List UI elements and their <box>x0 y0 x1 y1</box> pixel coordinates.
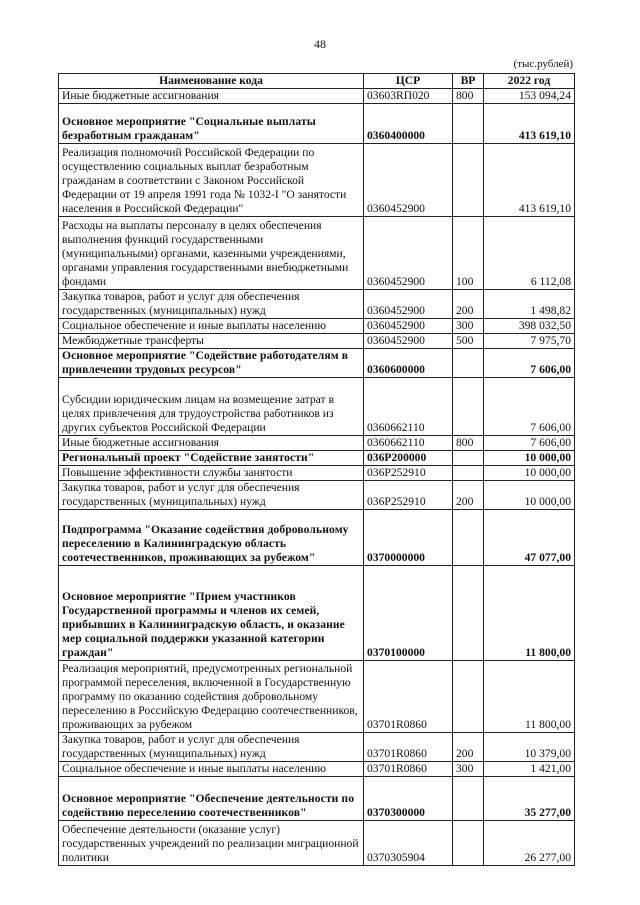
table-row <box>59 762 575 777</box>
row-vr-cell <box>453 777 484 821</box>
row-name-cell: Субсидии юридическим лицам на возмещение затрат в целях привлечения для трудоустройства работников из других субъектов Российской Федерации <box>59 378 364 436</box>
row-csr-cell: 0370305904 <box>364 821 453 866</box>
row-csr-cell: 036P200000 <box>364 451 453 466</box>
page-number: 48 <box>314 37 326 51</box>
row-csr-cell: 03701R0860 <box>364 661 453 733</box>
row-vr-cell: 300 <box>453 762 484 777</box>
row-csr-cell: 0360662110 <box>364 378 453 436</box>
table-row <box>59 217 575 290</box>
table-header-row <box>59 74 575 89</box>
row-csr-cell: 0360662110 <box>364 436 453 451</box>
row-name-cell: Основное мероприятие "Обеспечение деятельности по содействию переселению соотечественников" <box>59 777 364 821</box>
budget-table <box>58 73 575 866</box>
row-vr-cell: 300 <box>453 319 484 334</box>
row-amount-cell: 10 000,00 <box>484 466 575 481</box>
table-row <box>59 319 575 334</box>
row-vr-cell <box>453 510 484 566</box>
table-row <box>59 510 575 566</box>
header-vr: ВР <box>453 74 484 89</box>
table-row <box>59 334 575 349</box>
row-vr-cell: 200 <box>453 481 484 510</box>
row-vr-cell: 800 <box>453 436 484 451</box>
row-csr-cell: 0360452900 <box>364 217 453 290</box>
row-amount-cell: 47 077,00 <box>484 510 575 566</box>
row-name-cell: Реализация мероприятий, предусмотренных региональной программой переселения, включенной в Государственную программу по оказанию содействия добровольному переселению в Российскую Федерацию соотечественников, проживающих за рубежом <box>59 661 364 733</box>
row-csr-cell: 0360400000 <box>364 104 453 144</box>
row-vr-cell <box>453 466 484 481</box>
row-amount-cell: 10 000,00 <box>484 451 575 466</box>
row-amount-cell: 7 606,00 <box>484 378 575 436</box>
table-row <box>59 466 575 481</box>
row-name-cell: Социальное обеспечение и иные выплаты населению <box>59 319 364 334</box>
table-row <box>59 290 575 319</box>
row-name-cell: Обеспечение деятельности (оказание услуг) государственных учреждений по реализации миграционной политики <box>59 821 364 866</box>
row-name-cell: Социальное обеспечение и иные выплаты населению <box>59 762 364 777</box>
row-amount-cell: 7 975,70 <box>484 334 575 349</box>
table-row <box>59 378 575 436</box>
row-amount-cell: 153 094,24 <box>484 89 575 104</box>
row-vr-cell <box>453 566 484 661</box>
row-amount-cell: 35 277,00 <box>484 777 575 821</box>
row-name-cell: Региональный проект "Содействие занятости" <box>59 451 364 466</box>
row-vr-cell: 500 <box>453 334 484 349</box>
table-row <box>59 733 575 762</box>
row-csr-cell: 036P252910 <box>364 466 453 481</box>
table-row <box>59 661 575 733</box>
row-vr-cell: 200 <box>453 290 484 319</box>
row-name-cell: Реализация полномочий Российской Федерации по осуществлению социальных выплат безработным гражданам в соответствии с Законом Российской Федерации от 19 апреля 1991 года № 1032-I "О занятости населения в Российской Федерации" <box>59 144 364 217</box>
row-vr-cell <box>453 451 484 466</box>
row-csr-cell: 0360452900 <box>364 144 453 217</box>
units-label: (тыс.рублей) <box>513 58 573 70</box>
row-amount-cell: 398 032,50 <box>484 319 575 334</box>
row-vr-cell <box>453 661 484 733</box>
row-name-cell: Межбюджетные трансферты <box>59 334 364 349</box>
row-amount-cell: 1 498,82 <box>484 290 575 319</box>
row-name-cell: Основное мероприятие "Социальные выплаты безработным гражданам" <box>59 104 364 144</box>
row-name-cell: Подпрограмма "Оказание содействия добровольному переселению в Калининградскую область соотечественников, проживающих за рубежом" <box>59 510 364 566</box>
row-amount-cell: 26 277,00 <box>484 821 575 866</box>
row-amount-cell: 7 606,00 <box>484 349 575 378</box>
table-row <box>59 451 575 466</box>
row-amount-cell: 10 000,00 <box>484 481 575 510</box>
header-year: 2022 год <box>484 74 575 89</box>
row-name-cell: Иные бюджетные ассигнования <box>59 89 364 104</box>
row-vr-cell <box>453 144 484 217</box>
row-name-cell: Закупка товаров, работ и услуг для обеспечения государственных (муниципальных) нужд <box>59 733 364 762</box>
row-amount-cell: 11 800,00 <box>484 661 575 733</box>
row-name-cell: Иные бюджетные ассигнования <box>59 436 364 451</box>
row-name-cell: Основное мероприятие "Прием участников Государственной программы и членов их семей, прибывших в Калининградскую область, и оказание мер социальной поддержки указанной категории граждан" <box>59 566 364 661</box>
row-name-cell: Закупка товаров, работ и услуг для обеспечения государственных (муниципальных) нужд <box>59 290 364 319</box>
table-row <box>59 481 575 510</box>
table-row <box>59 436 575 451</box>
row-csr-cell: 0370100000 <box>364 566 453 661</box>
row-vr-cell: 200 <box>453 733 484 762</box>
row-vr-cell: 800 <box>453 89 484 104</box>
row-name-cell: Расходы на выплаты персоналу в целях обеспечения выполнения функций государственными (муниципальными) органами, казенными учреждениями, органами управления государственными внебюджетными фондами <box>59 217 364 290</box>
row-csr-cell: 0370000000 <box>364 510 453 566</box>
row-amount-cell: 7 606,00 <box>484 436 575 451</box>
header-name: Наименование кода <box>59 74 364 89</box>
table-row <box>59 566 575 661</box>
row-csr-cell: 0360600000 <box>364 349 453 378</box>
row-name-cell: Основное мероприятие "Содействие работодателям в привлечении трудовых ресурсов" <box>59 349 364 378</box>
row-name-cell: Закупка товаров, работ и услуг для обеспечения государственных (муниципальных) нужд <box>59 481 364 510</box>
row-name-cell: Повышение эффективности службы занятости <box>59 466 364 481</box>
row-amount-cell: 413 619,10 <box>484 104 575 144</box>
table-row <box>59 821 575 866</box>
row-amount-cell: 10 379,00 <box>484 733 575 762</box>
header-csr: ЦСР <box>364 74 453 89</box>
row-vr-cell: 100 <box>453 217 484 290</box>
row-csr-cell: 0360452900 <box>364 334 453 349</box>
row-vr-cell <box>453 378 484 436</box>
row-amount-cell: 1 421,00 <box>484 762 575 777</box>
table-row <box>59 144 575 217</box>
row-amount-cell: 11 800,00 <box>484 566 575 661</box>
row-csr-cell: 03603RП020 <box>364 89 453 104</box>
table-body <box>59 89 575 866</box>
row-csr-cell: 036P252910 <box>364 481 453 510</box>
table-row <box>59 89 575 104</box>
row-vr-cell <box>453 104 484 144</box>
table-row <box>59 104 575 144</box>
row-csr-cell: 0360452900 <box>364 319 453 334</box>
row-amount-cell: 413 619,10 <box>484 144 575 217</box>
row-csr-cell: 0370300000 <box>364 777 453 821</box>
row-csr-cell: 03701R0860 <box>364 733 453 762</box>
row-vr-cell <box>453 349 484 378</box>
row-amount-cell: 6 112,08 <box>484 217 575 290</box>
row-csr-cell: 03701R0860 <box>364 762 453 777</box>
row-csr-cell: 0360452900 <box>364 290 453 319</box>
table-row <box>59 777 575 821</box>
table-row <box>59 349 575 378</box>
row-vr-cell <box>453 821 484 866</box>
